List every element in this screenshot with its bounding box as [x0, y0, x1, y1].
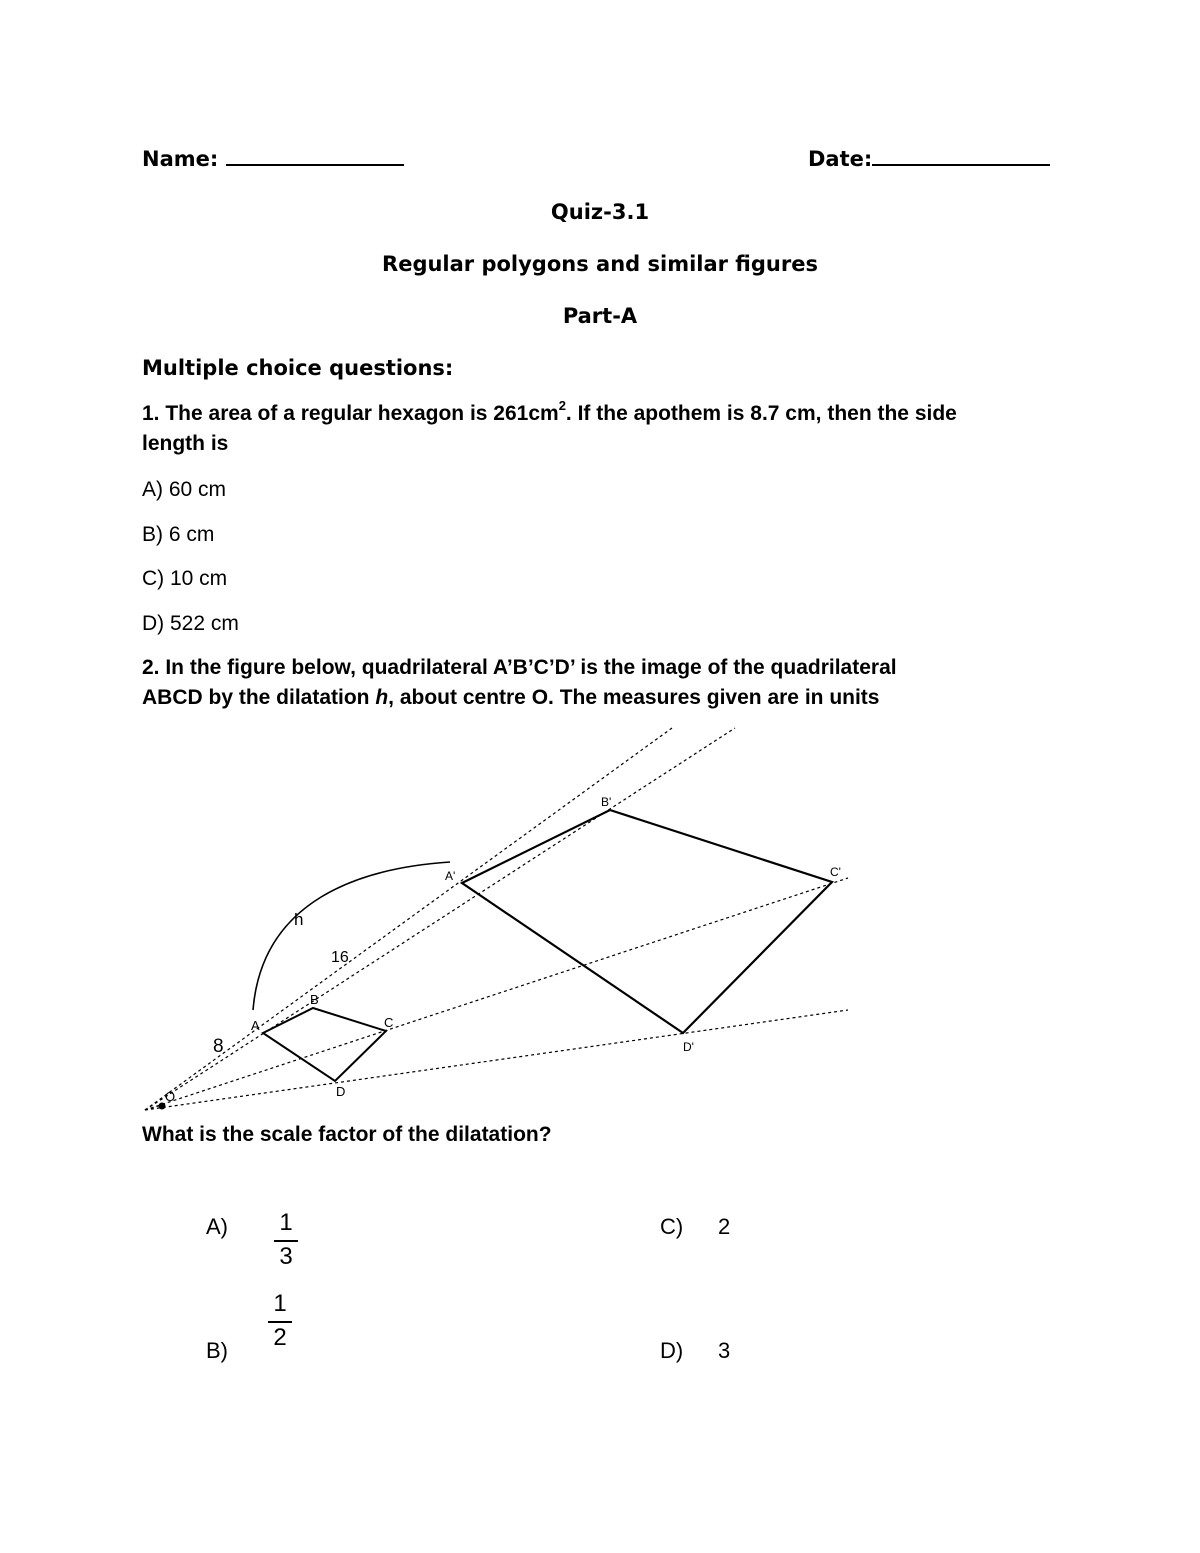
label-a-prime: A' [445, 869, 456, 883]
q1-text-a: 1. The area of a regular hexagon is 261cm [142, 402, 559, 425]
q2-option-b-denominator: 2 [273, 1324, 287, 1351]
dilatation-arc [253, 862, 450, 1010]
q1-option-a[interactable]: A) 60 cm [142, 478, 227, 501]
label-b-prime: B' [601, 795, 612, 809]
q1-option-c[interactable]: C) 10 cm [142, 567, 228, 590]
ray-through-a [145, 728, 735, 1110]
label-a: A [251, 1018, 260, 1033]
q2-option-d-label[interactable]: D) [660, 1338, 684, 1363]
q2-line1: 2. In the figure below, quadrilateral A’B’C’D’ is the image of the quadrilateral [142, 656, 897, 679]
quadrilateral-a2b2c2d2 [462, 810, 832, 1033]
part-title: Part-A [562, 304, 638, 328]
q1-option-d[interactable]: D) 522 cm [142, 612, 239, 635]
date-label: Date: [808, 147, 873, 171]
q1-text-b: . If the apothem is 8.7 cm, then the side [565, 402, 957, 425]
quiz-title: Quiz-3.1 [550, 200, 650, 224]
label-d-prime: D' [683, 1040, 694, 1054]
section-heading: Multiple choice questions: [142, 356, 454, 380]
ray-through-b [145, 728, 672, 1110]
quadrilateral-abcd [263, 1008, 386, 1081]
q2-option-d-value[interactable]: 3 [718, 1338, 731, 1363]
q2-line2-a: ABCD by the dilatation [142, 686, 376, 709]
q2-question: What is the scale factor of the dilatation? [142, 1123, 552, 1146]
quiz-topic: Regular polygons and similar figures [382, 252, 818, 276]
q2-option-c-label[interactable]: C) [660, 1214, 684, 1239]
fraction-bar [268, 1321, 292, 1323]
q2-dilatation-h: h [375, 686, 389, 709]
q2-option-a-label[interactable]: A) [206, 1214, 228, 1239]
q1-option-b[interactable]: B) 6 cm [142, 523, 215, 546]
q2-option-a-denominator: 3 [279, 1243, 293, 1270]
label-b: B [310, 992, 319, 1007]
label-c: C [384, 1015, 394, 1030]
q1-superscript: 2 [558, 398, 566, 413]
q2-line2-b: , about centre O. The measures given are in units [388, 686, 880, 709]
q2-option-a-numerator: 1 [279, 1209, 293, 1236]
name-label: Name: [142, 147, 219, 171]
label-c-prime: C' [830, 865, 841, 879]
label-length-8: 8 [213, 1036, 224, 1057]
ray-through-c [145, 878, 848, 1110]
q2-option-b-label[interactable]: B) [206, 1338, 228, 1363]
label-length-16: 16 [331, 949, 349, 966]
q2-option-b-fraction[interactable] [268, 1290, 292, 1352]
q1-line2: length is [142, 432, 229, 455]
label-h: h [294, 910, 304, 929]
q2-option-a-fraction[interactable] [274, 1209, 298, 1271]
q2-option-c-value[interactable]: 2 [718, 1214, 731, 1239]
label-o: O [165, 1089, 176, 1104]
fraction-bar [274, 1240, 298, 1242]
q2-option-b-numerator: 1 [273, 1290, 287, 1317]
label-d: D [336, 1084, 346, 1099]
